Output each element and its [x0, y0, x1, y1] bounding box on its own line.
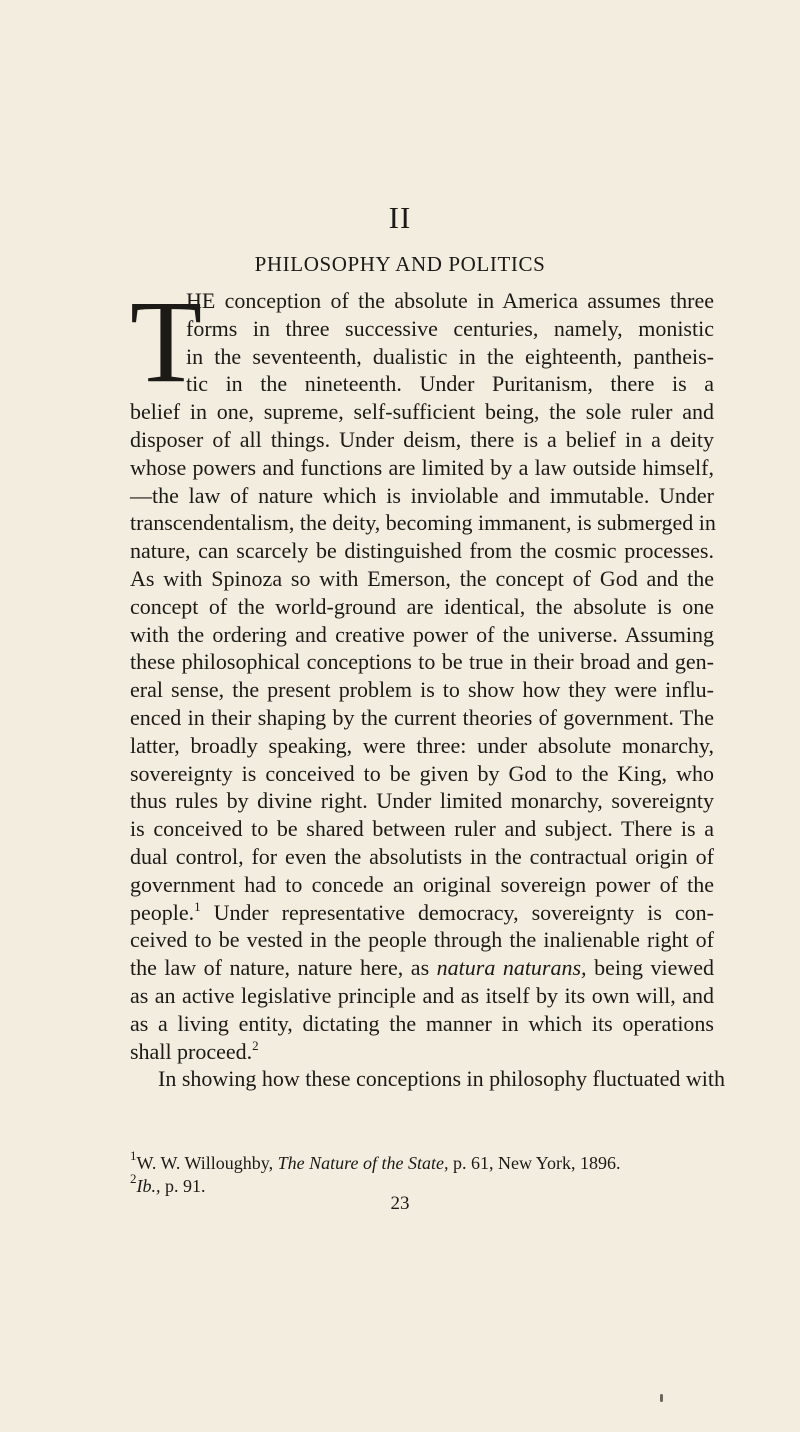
text-line: HE conception of the absolute in America assumes three: [186, 288, 714, 313]
text-line: as an active legislative principle and as itself by its own will, and: [130, 982, 714, 1008]
footnote-text: p. 61, New York, 1896.: [448, 1153, 621, 1173]
body-text: [130, 276, 726, 1093]
text-fragment: Under representative democracy, sovereignty is con-: [200, 899, 714, 925]
text-fragment: being viewed: [586, 955, 714, 981]
italic-term: natura naturans,: [436, 955, 587, 981]
text-line: these philosophical conceptions to be true in their broad and gen-: [130, 649, 714, 675]
text-line: dual control, for even the absolutists in the contractual origin of: [130, 843, 714, 869]
text-line: eral sense, the present problem is to show how they were influ-: [130, 677, 714, 703]
text-line: disposer of all things. Under deism, there is a belief in a deity: [130, 426, 714, 452]
footnote-marker: 2: [130, 1171, 137, 1186]
footnote-ref-1: 1: [194, 898, 201, 914]
text-line: whose powers and functions are limited by a law outside himself,: [130, 454, 714, 480]
text-line: —the law of nature which is inviolable and immutable. Under: [130, 482, 714, 508]
text-line: as a living entity, dictating the manner in which its operations: [130, 1010, 714, 1036]
footnote-marker: 1: [130, 1148, 137, 1163]
footnote-ibid: Ib.,: [136, 1176, 161, 1196]
text-line: [130, 1038, 714, 1066]
text-line: transcendentalism, the deity, becoming immanent, is submerged in: [130, 510, 716, 536]
footnote-title: The Nature of the State,: [277, 1153, 449, 1173]
footnote-1: [130, 1148, 730, 1174]
text-line: thus rules by divine right. Under limited monarchy, sovereignty: [130, 788, 714, 814]
text-line: concept of the world-ground are identical, the absolute is one: [130, 593, 714, 619]
footnote-text: p. 91.: [160, 1176, 206, 1196]
drop-cap: T: [130, 276, 203, 407]
text-line: forms in three successive centuries, namely, monistic: [186, 315, 714, 341]
footnote-text: W. W. Willoughby,: [136, 1153, 278, 1173]
text-line: government had to concede an original sovereign power of the: [130, 871, 714, 897]
chapter-number: II: [388, 200, 412, 235]
text-line: belief in one, supreme, self-sufficient being, the sole ruler and: [130, 399, 714, 425]
text-line: sovereignty is conceived to be given by God to the King, who: [130, 760, 714, 786]
text-line: nature, can scarcely be distinguished from the cosmic processes.: [130, 538, 714, 564]
chapter-title: PHILOSOPHY AND POLITICS: [254, 252, 546, 276]
text-fragment: shall proceed.: [130, 1038, 253, 1064]
text-line: In showing how these conceptions in philosophy fluctuated with: [158, 1066, 726, 1092]
footnote-ref-2: 2: [252, 1037, 259, 1053]
text-line: is conceived to be shared between ruler and subject. There is a: [130, 816, 714, 842]
text-line: [130, 954, 714, 982]
page-number: 23: [390, 1193, 410, 1214]
text-line: latter, broadly speaking, were three: under absolute monarchy,: [130, 732, 714, 758]
paper-speck: [660, 1394, 663, 1402]
text-line: with the ordering and creative power of the universe. Assuming: [130, 621, 714, 647]
text-line: [130, 899, 714, 927]
text-line: As with Spinoza so with Emerson, the concept of God and the: [130, 565, 714, 591]
text-line: tic in the nineteenth. Under Puritanism, there is a: [186, 371, 714, 397]
text-line: enced in their shaping by the current theories of government. The: [130, 704, 714, 730]
text-fragment: the law of nature, nature here, as: [130, 955, 437, 981]
text-line: in the seventeenth, dualistic in the eighteenth, pantheis-: [186, 343, 714, 369]
text-fragment: people.: [130, 899, 195, 925]
text-line: ceived to be vested in the people through the inalienable right of: [130, 927, 714, 953]
